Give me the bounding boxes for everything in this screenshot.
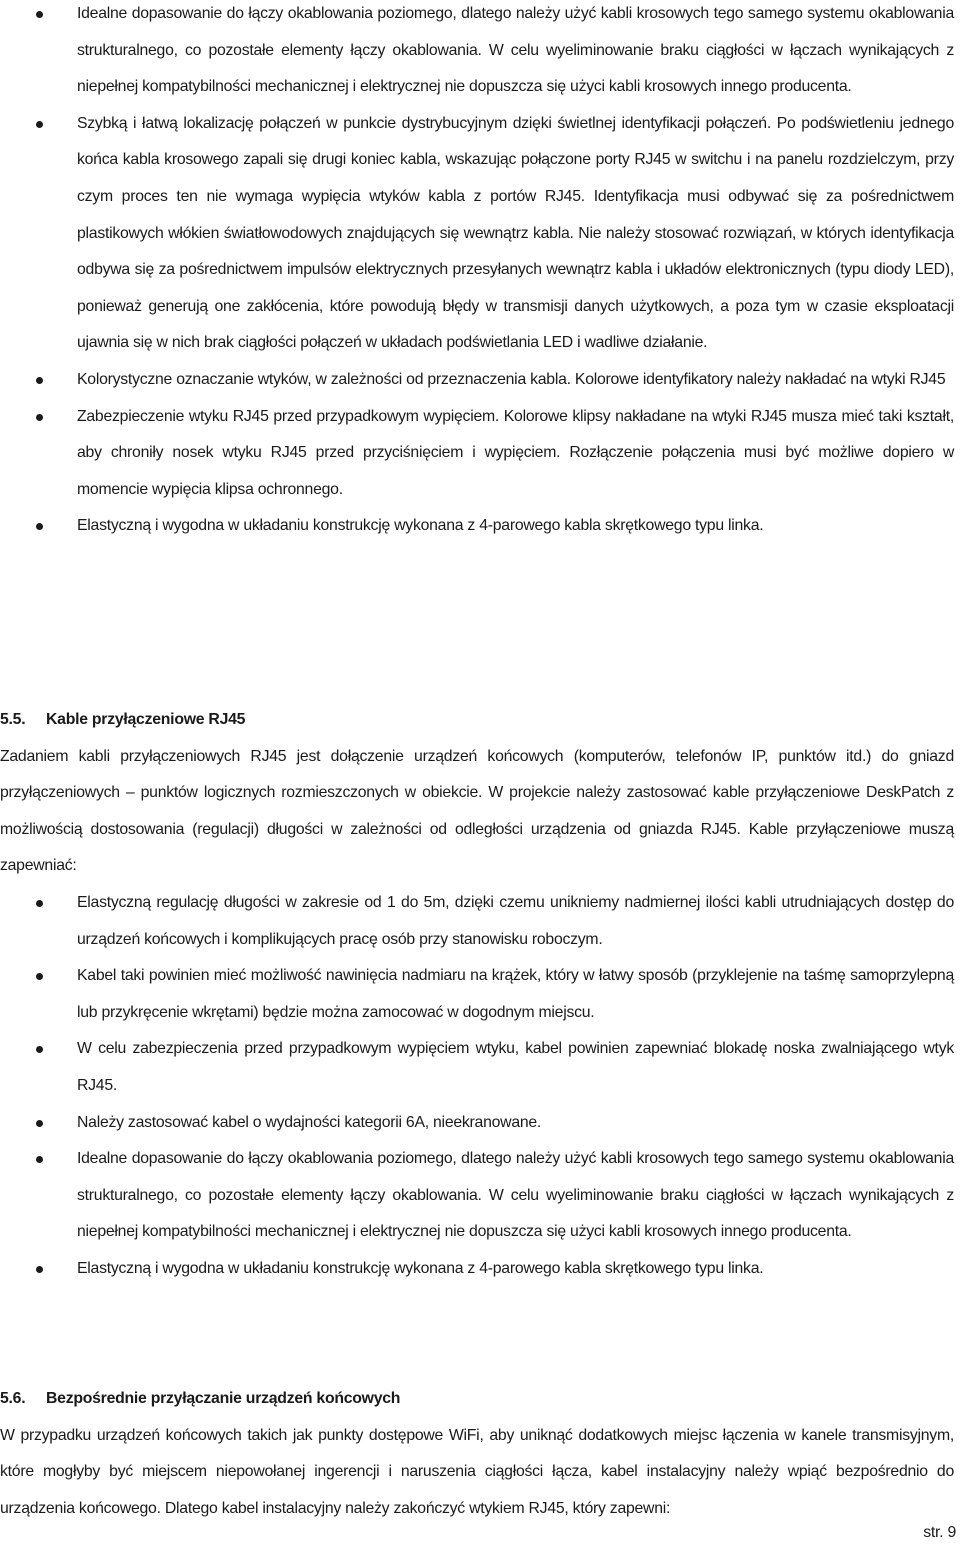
section-number: 5.6. [0, 1390, 26, 1407]
bullet-icon [36, 1156, 43, 1163]
list-item-text: Idealne dopasowanie do łączy okablowania poziomego, dlatego należy użyć kabli krosowych tego samego systemu okablowania strukturalnego, co pozostałe elementy łączy okablowania. W celu wyeliminowanie braku ciągłości w łączach wynikających z niepełnej kompatybilności mechanicznej i elektrycznej nie dopuszcza się użyci kabli krosowych innego producenta. [77, 5, 954, 96]
list-item [0, 1031, 960, 1104]
bullet-icon [36, 973, 43, 980]
section-title: Bezpośrednie przyłączanie urządzeń końcowych [46, 1390, 401, 1407]
list-item [0, 362, 960, 399]
list-item [0, 106, 960, 362]
bullet-icon [36, 121, 43, 128]
section-5-5 [0, 702, 960, 1288]
list-item [0, 399, 960, 509]
list-item [0, 958, 960, 1031]
bullet-icon [36, 414, 43, 421]
list-item-text: Elastyczną regulację długości w zakresie od 1 do 5m, dzięki czemu unikniemy nadmiernej ilości kabli utrudniających dostęp do urządzeń końcowych i komplikujących pracę osób przy stanowisku roboczym. [77, 893, 954, 948]
bullet-icon [36, 1046, 43, 1053]
section-number: 5.5. [0, 711, 26, 728]
list-item [0, 0, 960, 106]
list-item [0, 1251, 960, 1288]
list-item-text: Zabezpieczenie wtyku RJ45 przed przypadkowym wypięciem. Kolorowe klipsy nakładane na wtyki RJ45 musza mieć taki kształt, aby chroniły nosek wtyku RJ45 przed przyciśnięciem i wypięciem. Rozłączenie połączenia musi być możliwe dopiero w momencie wypięcia klipsa ochronnego. [77, 407, 954, 498]
list-item-text: Idealne dopasowanie do łączy okablowania poziomego, dlatego należy użyć kabli krosowych tego samego systemu okablowania strukturalnego, co pozostałe elementy łączy okablowania. W celu wyeliminowanie braku ciągłości w łączach wynikających z niepełnej kompatybilności mechanicznej i elektrycznej nie dopuszcza się użyci kabli krosowych innego producenta. [77, 1150, 954, 1241]
list-item-text: Kolorystyczne oznaczanie wtyków, w zależności od przeznaczenia kabla. Kolorowe identyfikatory należy nakładać na wtyki RJ45 [77, 370, 946, 388]
list-item-text: Szybką i łatwą lokalizację połączeń w punkcie dystrybucyjnym dzięki świetlnej identyfikacji połączeń. Po podświetleniu jednego końca kabla krosowego zapali się drugi koniec kabla, wskazując połączone porty RJ45 w switchu i na panelu rozdzielczym, przy czym proces ten nie wymaga wypięcia wtyków kabla z portów RJ45. Identyfikacja musi odbywać się za pośrednictwem plastikowych włókien światłowodowych znajdujących się wewnątrz kabla. Nie należy stosować rozwiązań, w których identyfikacja odbywa się za pośrednictwem impulsów elektrycznych przesyłanych wewnątrz kabla i układów elektronicznych (typu diody LED), ponieważ generują one zakłócenia, które powodują błędy w transmisji danych użytkowych, a poza tym w czasie eksploatacji ujawnia się w nich brak ciągłości połączeń w układach podświetlania LED i wadliwe działanie. [77, 114, 954, 352]
section-title: Kable przyłączeniowe RJ45 [46, 711, 246, 728]
list-item-text: Elastyczną i wygodna w układaniu konstrukcję wykonana z 4-parowego kabla skrętkowego typu linka. [77, 517, 764, 535]
list-item-text: Elastyczną i wygodna w układaniu konstrukcję wykonana z 4-parowego kabla skrętkowego typu linka. [77, 1259, 764, 1277]
section-intro: W przypadku urządzeń końcowych takich jak punkty dostępowe WiFi, aby uniknąć dodatkowych miejsc łączenia w kanele transmisyjnym, które mogłyby być miejscem niepowołanej ingerencji i naruszenia ciągłości łącza, kabel instalacyjny należy wpiąć bezpośrednio do urządzenia końcowego. Dlatego kabel instalacyjny należy zakończyć wtykiem RJ45, który zapewni: [0, 1426, 954, 1517]
section-heading [0, 702, 960, 739]
list-item-text: Należy zastosować kabel o wydajności kategorii 6A, nieekranowane. [77, 1113, 542, 1131]
list-item-text: W celu zabezpieczenia przed przypadkowym wypięciem wtyku, kabel powinien zapewniać blokadę noska zwalniającego wtyk RJ45. [77, 1040, 954, 1094]
bullet-icon [36, 1266, 43, 1273]
section-heading [0, 1381, 960, 1418]
list-item [0, 1141, 960, 1251]
bullet-list [0, 885, 960, 1288]
bullet-list [0, 0, 960, 545]
list-item [0, 1105, 960, 1142]
list-block-1 [0, 0, 960, 545]
list-item [0, 508, 960, 545]
bullet-icon [36, 523, 43, 530]
page-number: str. 9 [923, 1524, 956, 1541]
section-5-6 [0, 1381, 960, 1527]
list-item-text: Kabel taki powinien mieć możliwość nawinięcia nadmiaru na krążek, który w łatwy sposób (przyklejenie na taśmę samoprzylepną lub przykręcenie wkrętami) będzie można zamocować w dogodnym miejscu. [77, 967, 954, 1021]
list-item [0, 885, 960, 958]
bullet-icon [36, 377, 43, 384]
bullet-icon [36, 1120, 43, 1127]
section-intro: Zadaniem kabli przyłączeniowych RJ45 jest dołączenie urządzeń końcowych (komputerów, telefonów IP, punktów itd.) do gniazd przyłączeniowych – punktów logicznych rozmieszczonych w obiekcie. W projekcie należy zastosować kable przyłączeniowe DeskPatch z możliwością dostosowania (regulacji) długości w zależności od odległości urządzenia od gniazda RJ45. Kable przyłączeniowe muszą zapewniać: [0, 747, 954, 875]
bullet-icon [36, 11, 43, 18]
bullet-icon [36, 900, 43, 907]
